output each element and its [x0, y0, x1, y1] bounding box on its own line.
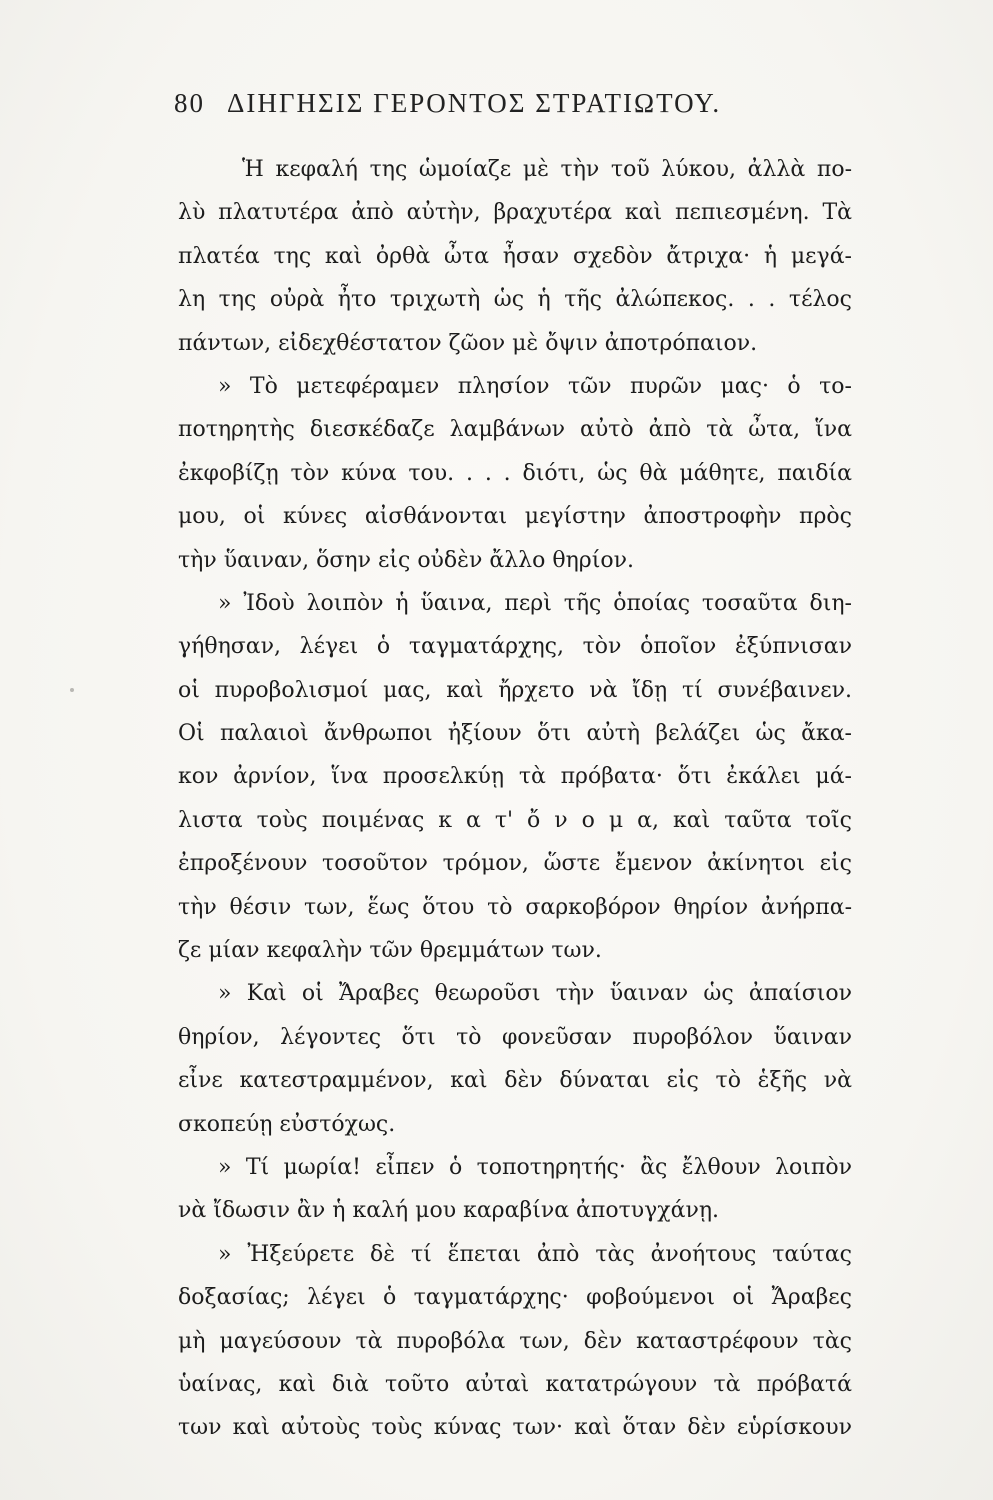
paper-speck: [70, 688, 74, 692]
text-line: μὴ μαγεύσουν τὰ πυροβόλα των, δὲν καταστρέφουν τὰς: [178, 1328, 852, 1354]
text-line: μου, οἱ κύνες αἰσθάνονται μεγίστην ἀποστροφὴν πρὸς: [178, 504, 852, 530]
page-number: 80: [174, 88, 205, 118]
text-line: ὑαίνας, καὶ διὰ τοῦτο αὐταὶ κατατρώγουν τὰ πρόβατά: [178, 1371, 852, 1397]
text-line: γήθησαν, λέγει ὁ ταγματάρχης, τὸν ὁποῖον ἐξύπνισαν: [178, 634, 852, 660]
text-line: νὰ ἴδωσιν ἂν ἡ καλή μου καραβίνα ἀποτυγχάνῃ.: [178, 1198, 720, 1224]
text-line: εἶνε κατεστραμμένον, καὶ δὲν δύναται εἰς τὸ ἑξῆς νὰ: [178, 1068, 852, 1094]
text-line: πλατέα της καὶ ὀρθὰ ὦτα ἦσαν σχεδὸν ἄτριχα· ἡ μεγά-: [178, 243, 852, 269]
text-line: » Ἠξεύρετε δὲ τί ἕπεται ἀπὸ τὰς ἀνοήτους ταύτας: [218, 1241, 852, 1267]
page-header: [174, 88, 814, 128]
text-line: θηρίον, λέγοντες ὅτι τὸ φονεῦσαν πυροβόλον ὕαιναν: [178, 1024, 852, 1050]
text-line: λὺ πλατυτέρα ἀπὸ αὐτὴν, βραχυτέρα καὶ πεπιεσμένη. Τὰ: [178, 200, 852, 226]
text-line: » Τί μωρία! εἶπεν ὁ τοποτηρητής· ἂς ἔλθουν λοιπὸν: [218, 1154, 852, 1180]
text-line: » Ἰδοὺ λοιπὸν ἡ ὕαινα, περὶ τῆς ὁποίας τοσαῦτα διη-: [218, 590, 852, 616]
text-line: λιστα τοὺς ποιμένας κ α τ' ὄ ν ο μ α, καὶ ταῦτα τοῖς: [178, 807, 852, 833]
text-line: ἐπροξένουν τοσοῦτον τρόμον, ὥστε ἔμενον ἀκίνητοι εἰς: [178, 851, 852, 877]
text-line: » Καὶ οἱ Ἄραβες θεωροῦσι τὴν ὕαιναν ὡς ἀπαίσιον: [218, 981, 852, 1007]
text-line: λη της οὐρὰ ἦτο τριχωτὴ ὡς ἡ τῆς ἀλώπεκος. . . τέλος: [178, 287, 852, 313]
text-line: πάντων, εἰδεχθέστατον ζῶον μὲ ὄψιν ἀποτρόπαιον.: [178, 330, 758, 356]
text-line: ποτηρητὴς διεσκέδαζε λαμβάνων αὐτὸ ἀπὸ τὰ ὦτα, ἵνα: [178, 417, 852, 443]
text-line: οἱ πυροβολισμοί μας, καὶ ἤρχετο νὰ ἴδῃ τί συνέβαινεν.: [178, 677, 852, 703]
text-line: ἐκφοβίζῃ τὸν κύνα του. . . . διότι, ὡς θὰ μάθητε, παιδία: [178, 460, 852, 486]
text-line: κον ἀρνίον, ἵνα προσελκύῃ τὰ πρόβατα· ὅτι ἐκάλει μά-: [178, 764, 852, 790]
text-line: Οἱ παλαιοὶ ἄνθρωποι ἠξίουν ὅτι αὐτὴ βελάζει ὡς ἄκα-: [178, 721, 852, 747]
text-line: των καὶ αὐτοὺς τοὺς κύνας των· καὶ ὅταν δὲν εὑρίσκουν: [178, 1415, 852, 1441]
body-text: [178, 148, 852, 1450]
text-line: σκοπεύῃ εὐστόχως.: [178, 1111, 396, 1137]
text-line: Ἡ κεφαλή της ὡμοίαζε μὲ τὴν τοῦ λύκου, ἀλλὰ πο-: [242, 157, 852, 182]
text-line: τὴν θέσιν των, ἕως ὅτου τὸ σαρκοβόρον θηρίον ἀνήρπα-: [178, 894, 852, 920]
text-line: ζε μίαν κεφαλὴν τῶν θρεμμάτων των.: [178, 938, 602, 964]
running-title: ΔΙΗΓΗΣΙΣ ΓΕΡΟΝΤΟΣ ΣΤΡΑΤΙΩΤΟΥ.: [227, 88, 722, 118]
text-line: » Τὸ μετεφέραμεν πλησίον τῶν πυρῶν μας· ὁ το-: [218, 373, 852, 399]
text-line: τὴν ὕαιναν, ὅσην εἰς οὐδὲν ἄλλο θηρίον.: [178, 547, 634, 573]
text-line: δοξασίας; λέγει ὁ ταγματάρχης· φοβούμενοι οἱ Ἄραβες: [178, 1285, 852, 1311]
